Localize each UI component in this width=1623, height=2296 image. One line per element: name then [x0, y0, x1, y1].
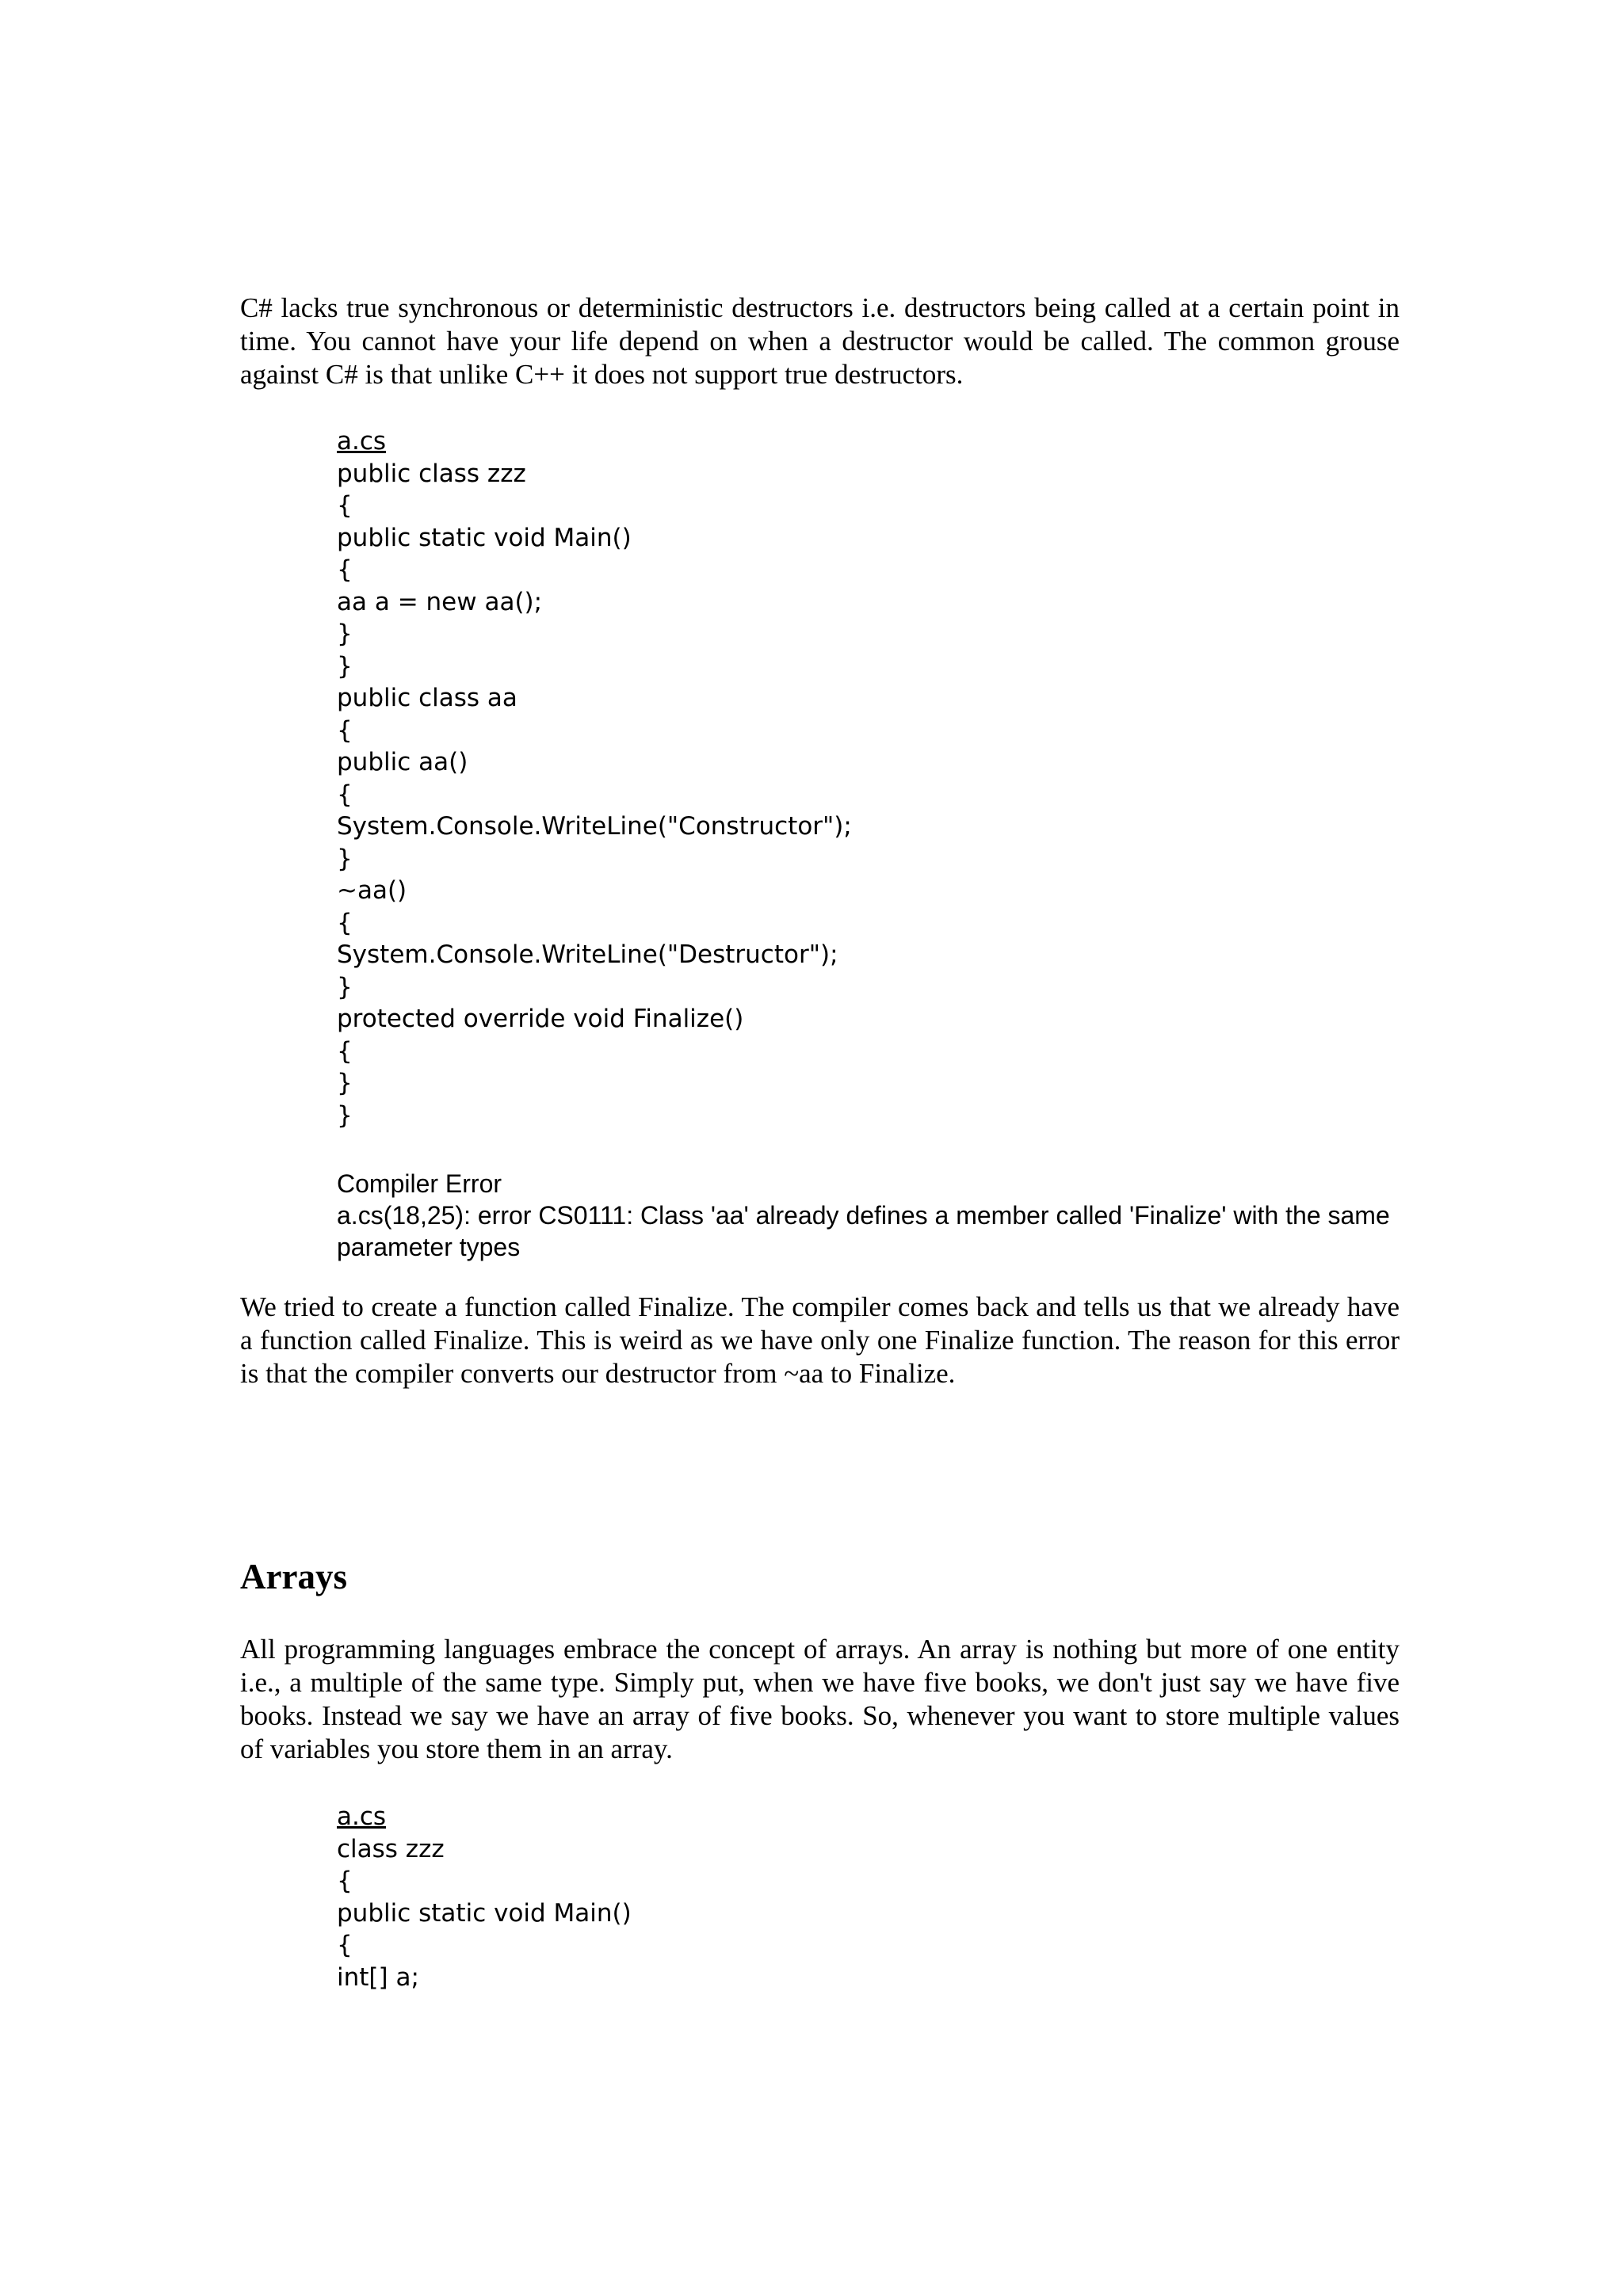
code-line: {	[337, 908, 353, 937]
code-line: aa a = new aa();	[337, 587, 543, 616]
code-line: }	[337, 1100, 353, 1130]
arrays-heading: Arrays	[240, 1557, 347, 1596]
code-line: {	[337, 715, 353, 745]
code-line: }	[337, 844, 353, 873]
code-line: }	[337, 972, 353, 1001]
code-line: System.Console.WriteLine("Destructor");	[337, 940, 838, 969]
compiler-error-block	[337, 1168, 1399, 1263]
code-line: }	[337, 1069, 353, 1097]
code-block-arrays	[337, 1801, 1399, 1993]
explanation-paragraph: We tried to create a function called Finalize. The compiler comes back and tells us that we already have a function called Finalize. This is weird as we have only one Finalize function. The reason for this error is that the compiler converts our destructor from ~aa to Finalize.	[240, 1291, 1400, 1389]
code-line: {	[337, 1931, 353, 1959]
code-line: class zzz	[337, 1834, 445, 1863]
code-line: protected override void Finalize()	[337, 1005, 744, 1033]
code-line: public aa()	[337, 748, 468, 776]
intro-paragraph: C# lacks true synchronous or deterministic destructors i.e. destructors being called at a certain point in time. You cannot have your life depend on when a destructor would be called. The common grouse against C# is that unlike C++ it does not support true destructors.	[240, 292, 1400, 390]
code-block-destructor	[337, 425, 1399, 1131]
code-line: public static void Main()	[337, 523, 632, 552]
code-line: {	[337, 1036, 353, 1066]
code-line: public static void Main()	[337, 1898, 632, 1928]
arrays-paragraph: All programming languages embrace the concept of arrays. An array is nothing but more of one entity i.e., a multiple of the same type. Simply put, when we have five books, we don't just say we have five books. Instead we say we have an array of five books. So, whenever you want to store multiple values of variables you store them in an array.	[240, 1634, 1400, 1764]
code-line: public class aa	[337, 684, 517, 712]
code-line: }	[337, 651, 353, 681]
code-line: {	[337, 1867, 353, 1895]
code-filename: a.cs	[337, 1802, 387, 1831]
compiler-error-title: Compiler Error	[337, 1169, 502, 1198]
code-line: ~aa()	[337, 876, 407, 905]
code-line: public class zzz	[337, 459, 526, 488]
code-line: int[] a;	[337, 1962, 419, 1992]
code-line: }	[337, 620, 353, 648]
code-line: {	[337, 491, 353, 520]
code-line: {	[337, 555, 353, 584]
code-filename: a.cs	[337, 427, 387, 456]
code-line: System.Console.WriteLine("Constructor");	[337, 812, 852, 841]
code-line: {	[337, 780, 353, 809]
compiler-error-message: a.cs(18,25): error CS0111: Class 'aa' already defines a member called 'Finalize' with the same parameter types	[337, 1201, 1390, 1261]
